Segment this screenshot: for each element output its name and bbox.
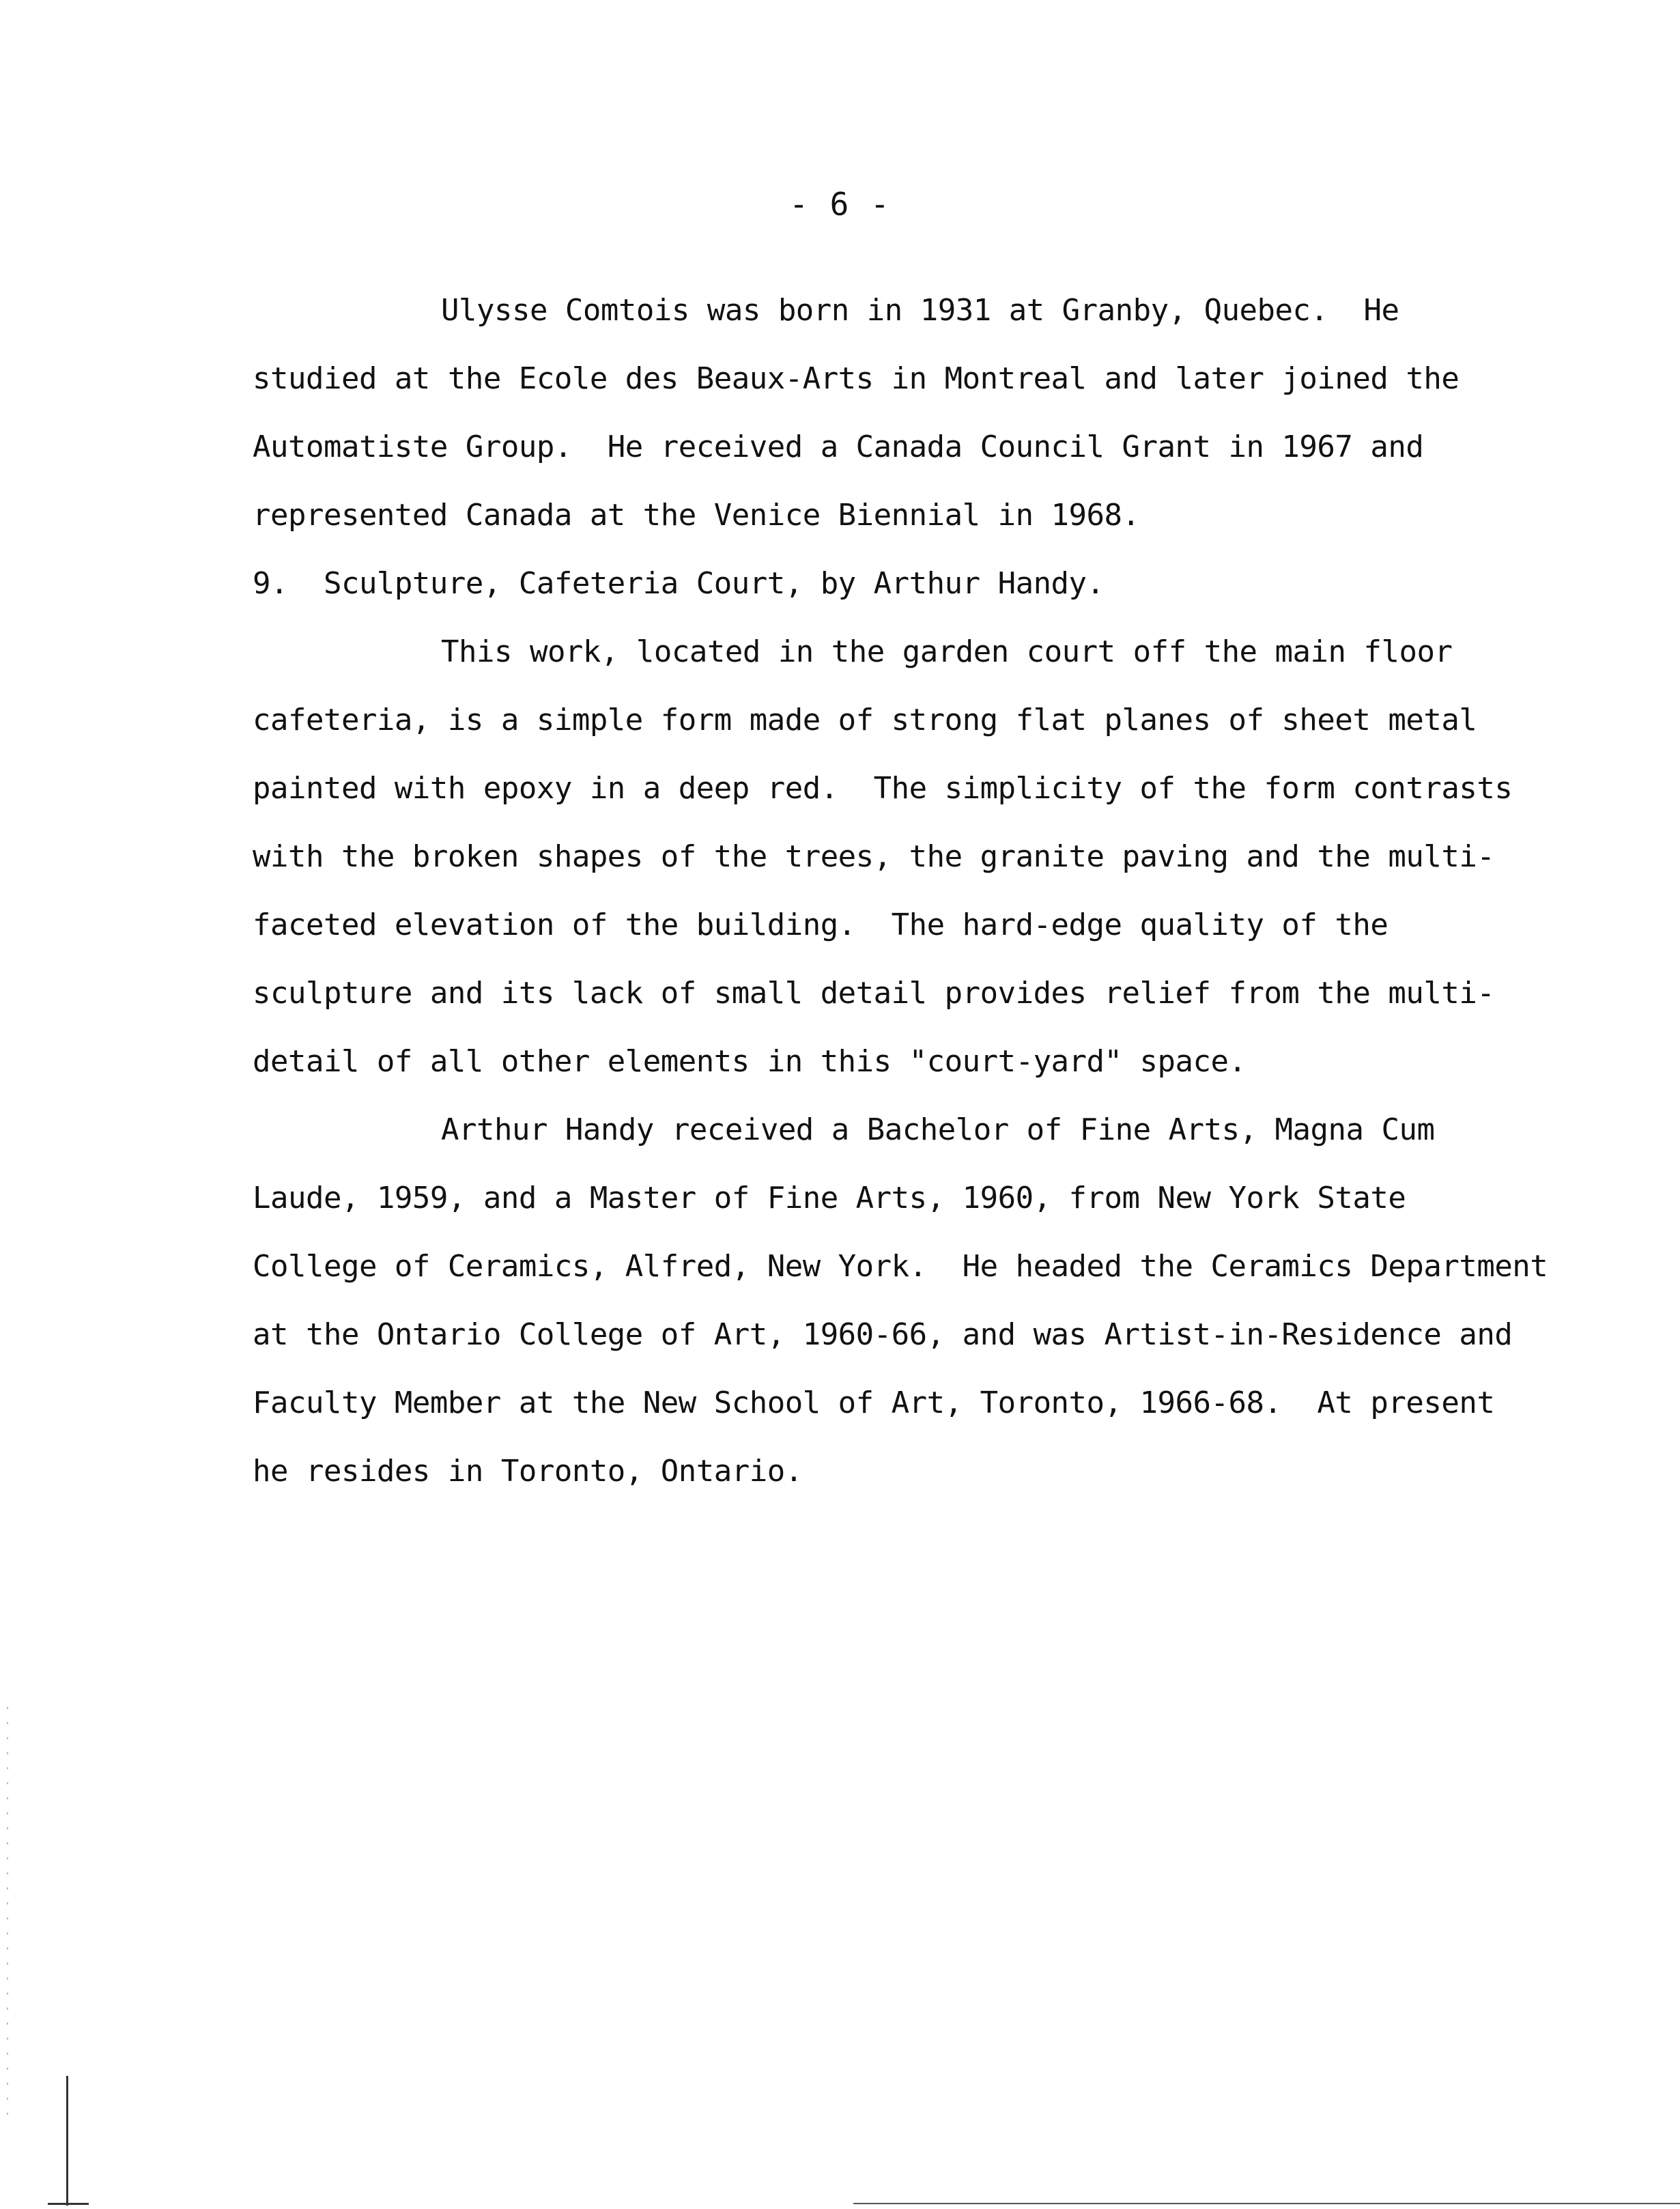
text-line: detail of all other elements in this "court-yard" space. [253,1044,1247,1079]
margin-tick [48,2203,89,2205]
item-heading [253,550,1509,618]
text-line: cafeteria, is a simple form made of strong flat planes of sheet metal [253,703,1477,737]
document-body [253,277,1548,1506]
text-line: Automatiste Group. He received a Canada Council Grant in 1967 and [253,430,1424,464]
margin-rule [66,2076,68,2206]
text-line: Laude, 1959, and a Master of Fine Arts, 1960, from New York State [253,1181,1406,1215]
text-line: Ulysse Comtois was born in 1931 at Granby, Quebec. He [441,293,1399,328]
text-line: painted with epoxy in a deep red. The simplicity of the form contrasts [253,771,1513,806]
text-line: faceted elevation of the building. The hard-edge quality of the [253,907,1389,942]
text-line: he resides in Toronto, Ontario. [253,1454,803,1489]
page-number: - 6 - [789,186,891,223]
paragraph-handy-work [253,618,1513,1096]
text-line: College of Ceramics, Alfred, New York. He headed the Ceramics Department [253,1249,1548,1284]
paragraph-handy-bio [253,1096,1548,1506]
text-line: with the broken shapes of the trees, the granite paving and the multi- [253,839,1495,874]
text-line: at the Ontario College of Art, 1960-66, and was Artist-in-Residence and [253,1317,1513,1352]
text-line: represented Canada at the Venice Biennial in 1968. [253,498,1140,533]
scan-dot-artifact [7,1707,8,2117]
paragraph-comtois-bio [253,277,1509,550]
text-line: Arthur Handy received a Bachelor of Fine Arts, Magna Cum [441,1112,1435,1147]
text-line: studied at the Ecole des Beaux-Arts in Montreal and later joined the [253,361,1460,396]
text-line: Faculty Member at the New School of Art, Toronto, 1966-68. At present [253,1385,1495,1420]
item-heading-text: 9. Sculpture, Cafeteria Court, by Arthur Handy. [253,566,1105,601]
text-line: This work, located in the garden court off the main floor [441,634,1453,669]
bottom-rule [853,2203,1680,2204]
text-line: sculpture and its lack of small detail provides relief from the multi- [253,976,1495,1011]
